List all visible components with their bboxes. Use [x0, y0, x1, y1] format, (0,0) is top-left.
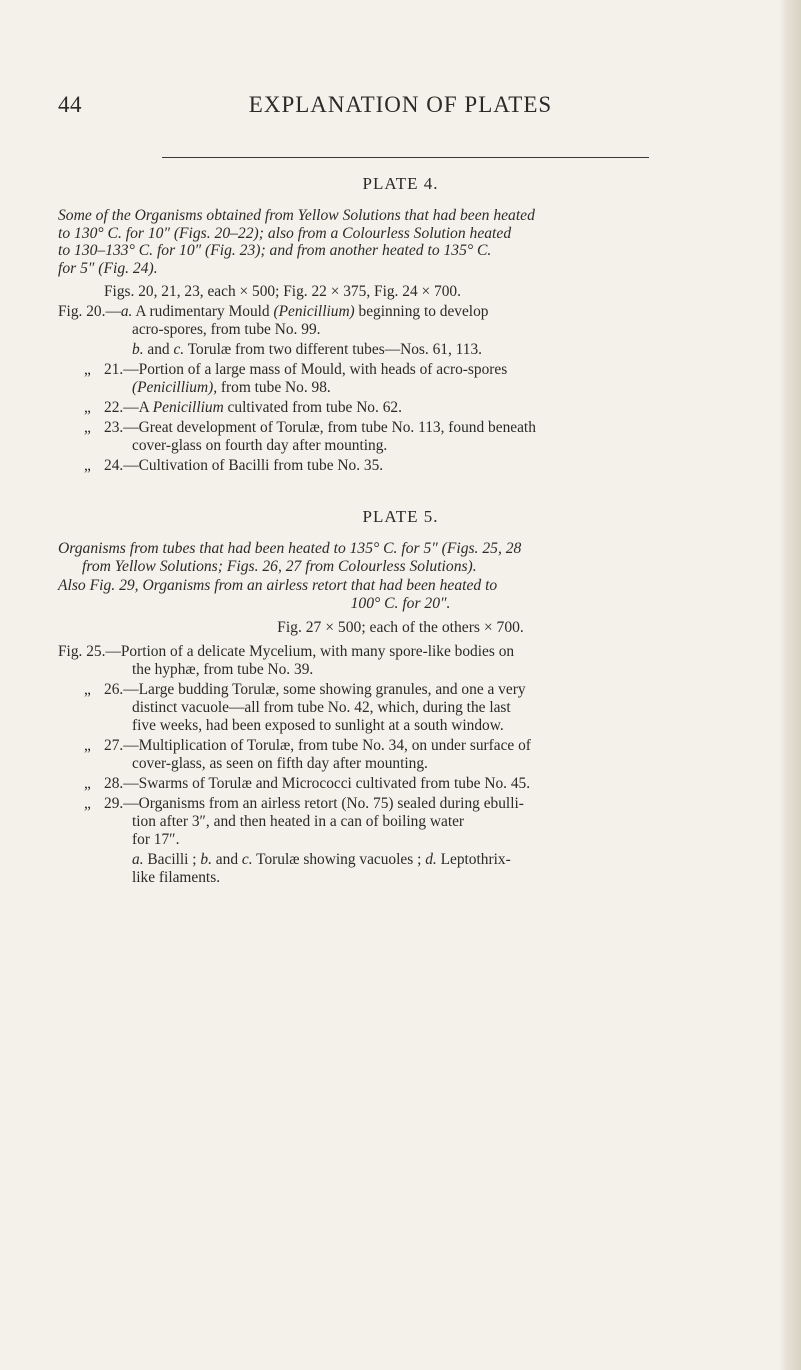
fig-20-line-1	[58, 303, 488, 321]
ditto-mark: „	[84, 795, 91, 812]
fig-26-line-1: 26.—Large budding Torulæ, some showing granules, and one a very	[104, 681, 526, 698]
fig-21-text: from tube No. 98.	[217, 379, 331, 396]
fig-21-genus: (Penicillium),	[132, 379, 218, 396]
ditto-mark: „	[84, 399, 91, 416]
fig-29-line-3: for 17″.	[132, 831, 180, 848]
plate-5-heading: PLATE 5.	[362, 507, 439, 526]
fig-20-genus: (Penicillium)	[273, 303, 355, 320]
page-number: 44	[58, 92, 82, 117]
plate-5-intro-line: 100° C. for 20″.	[350, 594, 451, 612]
fig-28-line-1: 28.—Swarms of Torulæ and Micrococci cultivated from tube No. 45.	[104, 775, 531, 792]
fig-24-line-1: 24.—Cultivation of Bacilli from tube No. 35.	[104, 457, 384, 474]
fig-29-c-letter: c.	[241, 851, 253, 868]
fig-27-line-2: cover-glass, as seen on fifth day after mounting.	[132, 755, 428, 772]
fig-20-and: and	[143, 341, 174, 358]
fig-20-bc-text: Torulæ from two different tubes—Nos. 61, 113.	[184, 341, 483, 358]
fig-20-line-2: acro-spores, from tube No. 99.	[132, 321, 321, 338]
fig-22-text: cultivated from tube No. 62.	[223, 399, 402, 416]
fig-29-a-text: Bacilli ;	[143, 851, 201, 868]
page-edge-shadow	[779, 0, 801, 1370]
plate-5-magnification: Fig. 27 × 500; each of the others × 700.	[277, 619, 524, 636]
ditto-mark: „	[84, 775, 91, 792]
fig-20-lead: Fig. 20.—	[58, 303, 121, 320]
running-title: EXPLANATION OF PLATES	[248, 92, 553, 117]
fig-20-a-letter: a.	[120, 303, 133, 320]
fig-27-line-1: 27.—Multiplication of Torulæ, from tube No. 34, on under surface of	[104, 737, 531, 754]
fig-20-c-letter: c.	[173, 341, 185, 358]
fig-29-line-4	[132, 851, 511, 869]
plate-5-intro	[58, 540, 743, 612]
fig-29-d-letter: d.	[425, 851, 437, 868]
header-rule	[162, 157, 649, 158]
fig-23-line-1: 23.—Great development of Torulæ, from tube No. 113, found beneath	[104, 419, 536, 436]
plate-5-intro-line: Organisms from tubes that had been heated to 135° C. for 5″ (Figs. 25, 28	[58, 540, 522, 557]
fig-22-line-1	[104, 399, 402, 417]
fig-26-line-3: five weeks, had been exposed to sunlight at a south window.	[132, 717, 504, 734]
fig-29-d-text: Leptothrix-	[436, 851, 511, 868]
fig-23-line-2: cover-glass on fourth day after mounting.	[132, 437, 388, 454]
fig-29-line-2: tion after 3″, and then heated in a can of boiling water	[132, 813, 465, 830]
fig-26-line-2: distinct vacuole—all from tube No. 42, which, during the last	[132, 699, 511, 716]
fig-21-line-1: 21.—Portion of a large mass of Mould, with heads of acro-spores	[104, 361, 508, 378]
fig-29-line-1: 29.—Organisms from an airless retort (No. 75) sealed during ebulli-	[104, 795, 524, 812]
ditto-mark: „	[84, 361, 91, 378]
plate-4-magnification: Figs. 20, 21, 23, each × 500; Fig. 22 × 375, Fig. 24 × 700.	[104, 283, 461, 300]
fig-29-c-text: Torulæ showing vacuoles ;	[252, 851, 426, 868]
fig-20-text-end: beginning to develop	[354, 303, 489, 320]
fig-21-line-2	[132, 379, 331, 397]
fig-20-b-letter: b.	[132, 341, 144, 358]
ditto-mark: „	[84, 681, 91, 698]
fig-25-line-1: Fig. 25.—Portion of a delicate Mycelium, with many spore-like bodies on	[58, 643, 515, 660]
plate-4-intro	[58, 207, 535, 277]
fig-29-line-5: like filaments.	[132, 869, 221, 886]
fig-29-and: and	[211, 851, 242, 868]
fig-29-a-letter: a.	[132, 851, 144, 868]
fig-22-prefix: 22.—A	[104, 399, 153, 416]
fig-29-b-letter: b.	[200, 851, 212, 868]
plate-4-intro-line: to 130–133° C. for 10″ (Fig. 23); and from another heated to 135° C.	[58, 242, 492, 259]
fig-25-line-2: the hyphæ, from tube No. 39.	[132, 661, 314, 678]
plate-4-intro-line: to 130° C. for 10″ (Figs. 20–22); also from a Colourless Solution heated	[58, 224, 512, 242]
plate-5-intro-line: from Yellow Solutions; Figs. 26, 27 from Colourless Solutions).	[82, 557, 477, 575]
fig-20-text: A rudimentary Mould	[132, 303, 274, 320]
ditto-mark: „	[84, 457, 91, 474]
plate-5-intro-line: Also Fig. 29, Organisms from an airless retort that had been heated to	[58, 577, 498, 594]
plate-4-intro-line: Some of the Organisms obtained from Yellow Solutions that had been heated	[58, 207, 535, 224]
plate-4-intro-line: for 5″ (Fig. 24).	[58, 259, 158, 277]
fig-22-genus: Penicillium	[152, 399, 224, 416]
fig-20-line-3	[132, 341, 482, 359]
ditto-mark: „	[84, 419, 91, 436]
ditto-mark: „	[84, 737, 91, 754]
plate-4-heading: PLATE 4.	[362, 174, 439, 193]
